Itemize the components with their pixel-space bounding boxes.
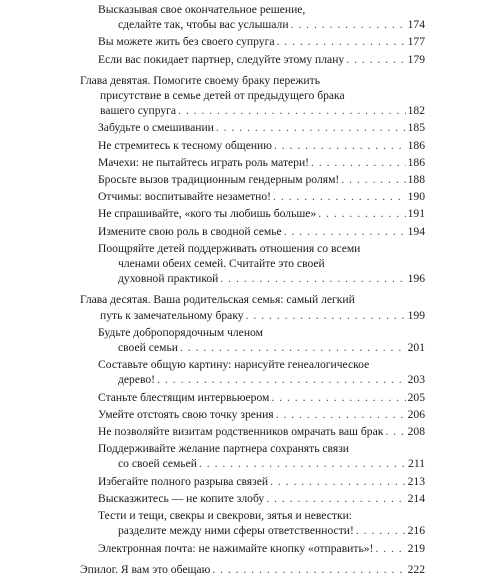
dot-leader [284,224,406,239]
toc-entry [80,491,425,506]
toc-epilogue [80,562,425,577]
page-number: 194 [407,224,425,238]
page-number: 188 [407,173,425,187]
dot-leader [274,138,406,153]
page-number: 185 [407,121,425,135]
page-number: 196 [407,272,425,286]
dot-leader [199,456,406,471]
page-number: 211 [408,457,425,471]
toc-entry [80,474,425,489]
toc-entry [80,441,425,471]
toc-entry-text: Если вас покидает партнер, следуйте этому плану [98,52,345,66]
toc-entry [80,155,425,170]
page-number: 205 [407,390,425,404]
page-number: 201 [407,341,425,355]
page-number: 214 [407,491,425,505]
dot-leader [385,424,405,439]
page-number: 222 [407,562,425,576]
dot-leader [216,120,406,135]
toc-entry-text: Поддерживайте желание партнера сохранять связи [98,442,349,456]
toc-entry [80,241,425,287]
toc-entry-text: Не спрашивайте, «кого ты любишь больше» [98,207,317,221]
dot-leader [180,340,406,355]
page-number: 208 [407,425,425,439]
toc-entry [80,357,425,387]
page-number: 182 [407,104,425,118]
toc-entry-text: Тести и тещи, свекры и свекрови, зятья и невестки: [98,509,353,523]
toc-entry-text: путь к замечательному браку [100,308,244,322]
page-number: 190 [407,190,425,204]
toc-entry-text: Высказывая свое окончательное решение, [98,3,306,16]
toc-entry-text: Бросьте вызов традиционным гендерным ролям! [98,173,340,187]
page-number: 203 [407,373,425,387]
dot-leader [270,474,406,489]
toc-entry [80,541,425,556]
toc-entry-text: Вы можете жить без своего супруга [98,35,275,49]
toc-entry-text: Умейте отстоять свою точку зрения [98,407,274,421]
toc-entry-text: членами обеих семей. Считайте это своей [118,257,325,271]
toc-entry [80,138,425,153]
toc-entry-text: Отчимы: воспитывайте незаметно! [98,190,272,204]
dot-leader [212,562,405,577]
toc-entry-text: Эпилог. Я вам это обещаю [80,562,211,576]
dot-leader [273,189,406,204]
page-number: 219 [407,541,425,555]
toc-chapter [80,73,425,119]
toc-entry-text: Поощряйте детей поддерживать отношения со всеми [98,241,361,255]
dot-leader [311,155,406,170]
toc-chapter [80,292,425,322]
toc-entry-text: Не позволяйте визитам родственников омрачать ваш брак [98,425,384,439]
dot-leader [271,390,405,405]
toc-entry [80,424,425,439]
toc-entry [80,189,425,204]
page-number: 191 [407,207,425,221]
toc-entry-text: вашего супруга [100,104,177,118]
dot-leader [375,541,405,556]
page-number: 179 [407,52,425,66]
toc-entry-text: Избегайте полного разрыва связей [98,474,269,488]
toc-entry [80,52,425,67]
page-number: 174 [407,18,425,32]
toc-entry-text: со своей семьей [118,457,197,471]
dot-leader [356,523,406,538]
dot-leader [276,34,405,49]
toc-entry-text: сделайте так, чтобы вас услышали [118,18,289,32]
toc-entry-text: разделите между ними сферы ответственности! [118,524,354,538]
toc-entry-text: присутствие в семье детей от предыдущего брака [100,89,345,103]
page-number: 199 [407,308,425,322]
page-number: 186 [407,155,425,169]
toc-entry [80,407,425,422]
toc-entry-text: Измените свою роль в сводной семье [98,224,282,238]
toc-entry [80,34,425,49]
toc-entry-text: дерево! [118,373,156,387]
toc-entry [80,508,425,538]
toc-entry-text: Глава десятая. Ваша родительская семья: самый легкий [80,293,355,307]
dot-leader [346,52,405,67]
toc-entry [80,206,425,221]
toc-entry-text: Не стремитесь к тесному общению [98,138,272,152]
toc-entry-text: духовной практикой [118,272,219,286]
dot-leader [276,407,406,422]
page-number: 216 [407,524,425,538]
dot-leader [291,17,406,32]
dot-leader [178,103,406,118]
toc-entry-text: Мачехи: не пытайтесь играть роль матери! [98,155,310,169]
toc-entry [80,2,425,32]
page-number: 213 [407,474,425,488]
toc-entry-text: Составьте общую картину: нарисуйте генеалогическое [98,358,370,372]
toc-entry-text: Забудьте о смешивании [98,121,214,135]
toc-entry [80,325,425,355]
toc-entry-text: своей семьи [118,341,178,355]
dot-leader [341,172,405,187]
dot-leader [266,491,405,506]
dot-leader [220,271,405,286]
toc-entry-text: Будьте добропорядочным членом [98,325,263,339]
toc-entry [80,120,425,135]
toc-entry [80,224,425,239]
dot-leader [157,372,406,387]
toc-entry [80,172,425,187]
table-of-contents [80,0,425,577]
toc-entry-text: Глава девятая. Помогите своему браку пережить [80,73,320,87]
dot-leader [318,206,405,221]
page-number: 206 [407,407,425,421]
toc-entry-text: Станьте блестящим интервьюером [98,390,270,404]
toc-entry-text: Высказжитесь — не копите злобу [98,491,265,505]
toc-entry-text: Электронная почта: не нажимайте кнопку «отправить»! [98,541,374,555]
toc-entry [80,390,425,405]
dot-leader [246,308,406,323]
page-number: 177 [407,35,425,49]
page-number: 186 [407,138,425,152]
